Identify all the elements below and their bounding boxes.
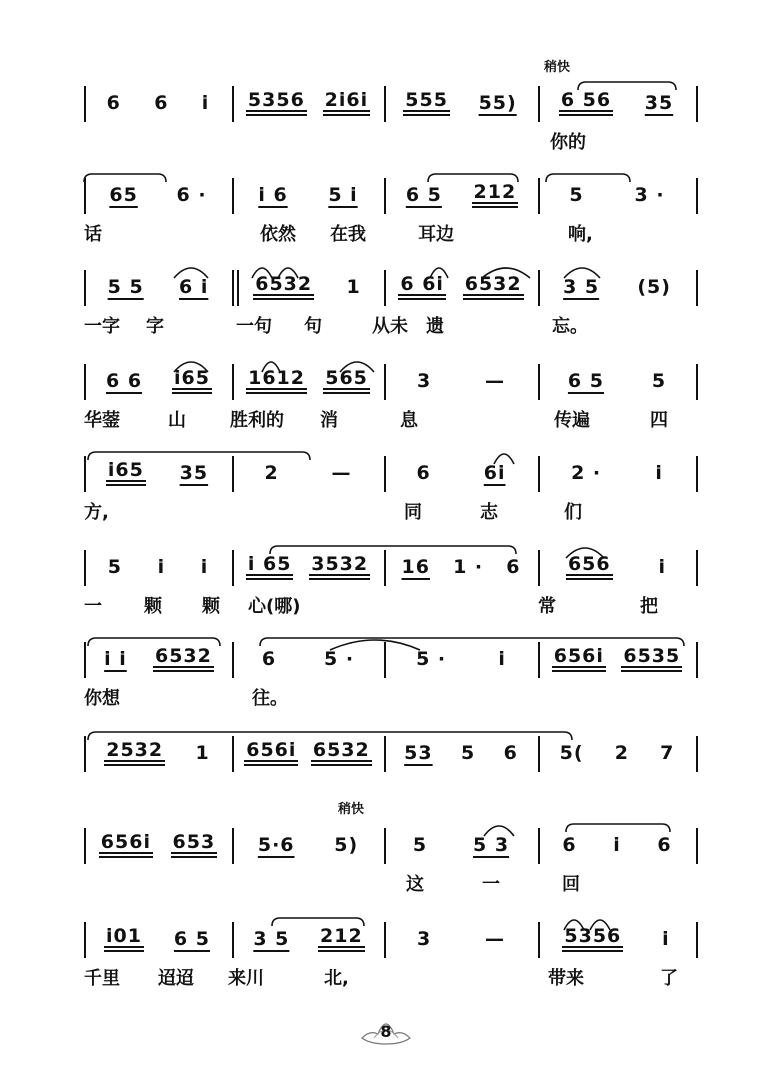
note-group: 5: [412, 834, 428, 856]
lyric-word: 颗: [202, 596, 220, 617]
lyric-word: 胜利的: [230, 410, 284, 431]
note-group: 3 ·: [634, 184, 665, 206]
note-group: 5: [569, 184, 584, 206]
note-group: 212: [472, 182, 519, 208]
slur-arc: [270, 546, 516, 554]
lyric-word: 一句: [236, 316, 272, 337]
slur-marks: [84, 728, 700, 748]
lyric-word: 这: [406, 874, 424, 895]
lyric-word: 从未: [372, 316, 408, 337]
note-group: 3 5: [563, 276, 600, 298]
note-group: 656i: [244, 740, 298, 766]
note-group: —: [485, 928, 506, 950]
note-group: 65: [109, 184, 138, 206]
lyric-word: 消: [320, 410, 338, 431]
note-group: 5(: [559, 742, 584, 764]
note-group: i: [662, 928, 670, 950]
note-group: i 6: [258, 184, 288, 206]
note-group: 5: [460, 742, 476, 764]
lyric-word: 带来: [548, 968, 584, 989]
note-group: i01: [104, 926, 144, 952]
slur-arc: [484, 826, 514, 836]
note-group: 5 ·: [324, 648, 355, 670]
note-group: 3 5: [253, 928, 290, 950]
note-group: 16: [401, 556, 430, 578]
note-group: 5356: [246, 90, 307, 116]
note-group: 5 ·: [416, 648, 447, 670]
note-group: 2: [614, 742, 629, 764]
note-group: 5: [651, 370, 667, 392]
score-system: [84, 542, 700, 634]
lyric-word: 遗: [426, 316, 444, 337]
note-group: 6532: [311, 740, 372, 766]
note-group: 6: [261, 648, 277, 670]
slur-marks: [84, 634, 700, 654]
note-group: i: [201, 92, 210, 114]
note-group: 565: [323, 368, 370, 394]
note-group: —: [331, 462, 352, 484]
note-group: 6 6: [105, 370, 143, 392]
note-group: 1612: [246, 368, 307, 394]
note-group: 1: [195, 742, 210, 764]
slur-marks: [84, 448, 700, 468]
note-group: 5356: [562, 926, 623, 952]
lyric-word: 响,: [568, 224, 593, 245]
note-group: 6532: [253, 274, 314, 300]
note-group: 6i: [483, 462, 506, 484]
note-group: 2532: [104, 740, 165, 766]
lyric-word: 来川: [228, 968, 264, 989]
note-group: 3: [416, 928, 432, 950]
slur-marks: [84, 820, 700, 840]
note-group: 653: [171, 832, 218, 858]
note-group: 6: [562, 834, 577, 856]
lyric-word: 在我: [330, 224, 366, 245]
lyric-word: 句: [304, 316, 322, 337]
lyric-word: 你的: [550, 132, 586, 153]
lyric-word: 回: [562, 874, 580, 895]
note-group: 35: [179, 462, 209, 484]
score-system: [84, 448, 700, 540]
lyric-word: 息: [400, 410, 418, 431]
note-group: i65: [106, 460, 146, 486]
slur-arc: [590, 920, 610, 930]
note-group: 6: [657, 834, 672, 856]
lyric-word: 往。: [252, 688, 288, 709]
note-group: 1 ·: [453, 556, 484, 578]
note-group: i: [655, 462, 663, 484]
score-system: [84, 170, 700, 262]
note-group: 6 5: [173, 928, 210, 950]
slur-arc: [340, 362, 374, 372]
note-group: 656i: [552, 646, 606, 672]
note-group: 55): [478, 92, 517, 114]
lyric-word: 方,: [84, 502, 109, 523]
lyric-word: 传遍: [554, 410, 590, 431]
note-group: i: [157, 556, 166, 578]
lyric-word: 把: [640, 596, 658, 617]
slur-arc: [88, 732, 572, 740]
lyric-word: 话: [84, 224, 102, 245]
slur-arc: [272, 918, 364, 926]
lyric-word: 常: [538, 596, 556, 617]
note-group: i: [613, 834, 621, 856]
note-group: 2 ·: [571, 462, 602, 484]
slur-arc: [482, 268, 530, 278]
note-group: 6 5: [405, 184, 442, 206]
tempo-mark: 稍快: [544, 60, 571, 75]
lyric-word: 字: [146, 316, 164, 337]
note-group: 656: [566, 554, 613, 580]
slur-arc: [252, 268, 272, 278]
slur-arc: [174, 362, 208, 372]
slur-arc: [260, 638, 684, 646]
note-group: 6 i: [178, 276, 209, 298]
note-group: 1: [346, 276, 361, 298]
note-group: 656i: [99, 832, 153, 858]
slur-arc: [174, 268, 208, 278]
note-group: 7: [660, 742, 675, 764]
slur-arc: [494, 454, 514, 464]
slur-arc: [278, 268, 298, 278]
score-system: [84, 728, 700, 820]
note-group: 53: [404, 742, 433, 764]
lyric-word: 了: [660, 968, 678, 989]
slur-arc: [564, 268, 600, 278]
slur-arc: [546, 174, 630, 182]
slur-marks: [84, 262, 700, 282]
lyric-word: 志: [480, 502, 498, 523]
lyric-word: 一: [84, 596, 102, 617]
note-group: 2: [264, 462, 279, 484]
note-group: 6532: [463, 274, 524, 300]
slur-arc: [430, 268, 448, 278]
slur-arc: [84, 174, 166, 182]
note-group: 5): [334, 834, 359, 856]
lyric-word: 依然: [260, 224, 296, 245]
note-group: i: [498, 648, 506, 670]
page-number: 8: [380, 1022, 392, 1041]
note-group: 555: [403, 90, 450, 116]
lyric-word: 迢迢: [158, 968, 194, 989]
score-system: [84, 802, 700, 912]
score-system: [84, 262, 700, 354]
lyric-word: 千里: [84, 968, 120, 989]
note-group: (5): [637, 276, 671, 298]
note-group: 2i6i: [323, 90, 370, 116]
lyric-word: 华蓥: [84, 410, 120, 431]
lyric-word: 颗: [144, 596, 162, 617]
score-system: [84, 60, 700, 170]
note-group: 6: [503, 742, 518, 764]
note-group: i 65: [246, 554, 294, 580]
note-group: i65: [172, 368, 212, 394]
note-group: 6 5: [567, 370, 604, 392]
note-group: 6535: [621, 646, 682, 672]
note-group: 6: [506, 556, 521, 578]
score-system: [84, 356, 700, 448]
note-group: 212: [318, 926, 365, 952]
note-group: 5 3: [473, 834, 510, 856]
note-group: 6: [416, 462, 431, 484]
note-group: 5·6: [257, 834, 295, 856]
lyric-word: 同: [404, 502, 422, 523]
slur-arc: [88, 452, 310, 460]
lyric-word: 一: [482, 874, 500, 895]
note-group: 3: [416, 370, 432, 392]
slur-arc: [262, 362, 280, 372]
score-system: [84, 634, 700, 726]
slur-arc: [578, 82, 676, 90]
slur-marks: [84, 78, 700, 98]
lyric-word: 一字: [84, 316, 120, 337]
slur-marks: [84, 356, 700, 376]
slur-arc: [566, 824, 670, 832]
lyric-word: 北,: [324, 968, 349, 989]
slur-arc: [564, 920, 584, 930]
slur-arc: [88, 638, 220, 646]
slur-arc: [330, 640, 420, 650]
note-group: 6532: [153, 646, 214, 672]
note-group: 5: [107, 556, 123, 578]
note-group: 35: [644, 92, 674, 114]
page-number-ornament: [356, 1008, 416, 1048]
note-group: i: [200, 556, 209, 578]
score-system: [84, 914, 700, 1006]
note-group: 5 i: [328, 184, 358, 206]
note-group: —: [485, 370, 506, 392]
note-group: 5 5: [107, 276, 144, 298]
slur-arc: [566, 548, 604, 558]
lyric-word: 心(哪): [248, 596, 301, 617]
lyric-word: 四: [650, 410, 668, 431]
slur-marks: [84, 170, 700, 190]
lyric-word: 你想: [84, 688, 120, 709]
note-group: 3532: [309, 554, 370, 580]
note-group: 6: [106, 92, 121, 114]
lyric-word: 山: [168, 410, 186, 431]
slur-marks: [84, 914, 700, 934]
note-group: i: [658, 556, 667, 578]
lyric-word: 们: [564, 502, 582, 523]
lyric-word: 忘。: [552, 316, 588, 337]
slur-marks: [84, 542, 700, 562]
note-group: 6 56: [559, 90, 613, 116]
note-group: i i: [104, 648, 127, 670]
slur-arc: [428, 174, 518, 182]
note-group: 6 ·: [176, 184, 207, 206]
tempo-mark: 稍快: [338, 802, 365, 817]
lyric-word: 耳边: [418, 224, 454, 245]
note-group: 6: [154, 92, 169, 114]
note-group: 6 6i: [398, 274, 446, 300]
